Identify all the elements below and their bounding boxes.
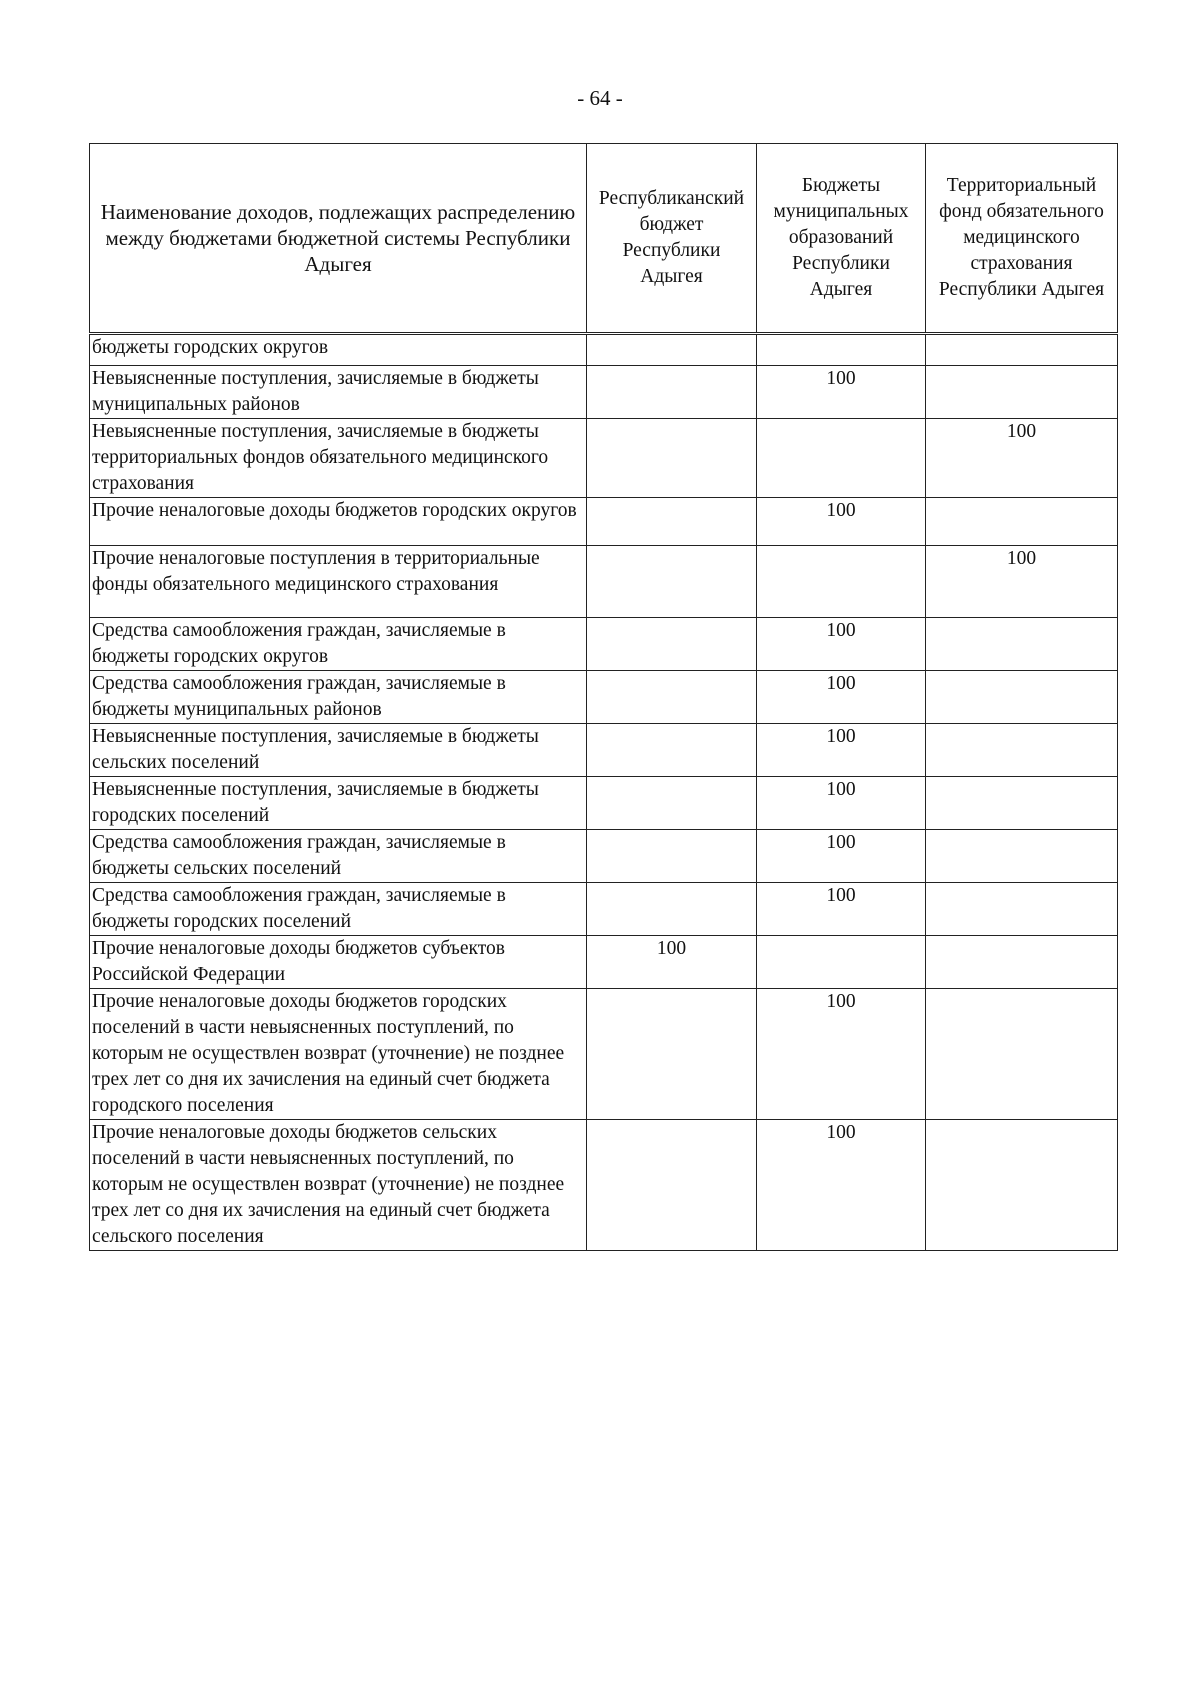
revenue-name-cell: Прочие неналоговые доходы бюджетов городских поселений в части невыясненных поступлений, по которым не осуществлен возврат (уточнение) не позднее трех лет со дня их зачисления на единый счет бюджета городского поселения: [90, 989, 587, 1120]
municipal-budgets-cell: 100: [757, 1120, 926, 1251]
municipal-budgets-cell: 100: [757, 830, 926, 883]
medical-fund-cell: [926, 936, 1118, 989]
municipal-budgets-cell: [757, 334, 926, 366]
table-row: [90, 546, 1118, 618]
revenue-name-cell: бюджеты городских округов: [90, 334, 587, 366]
medical-fund-cell: [926, 334, 1118, 366]
medical-fund-cell: 100: [926, 419, 1118, 498]
revenue-name-cell: Невыясненные поступления, зачисляемые в бюджеты городских поселений: [90, 777, 587, 830]
header-municipal-budgets: Бюджеты муниципальных образований Республики Адыгея: [757, 144, 926, 334]
medical-fund-cell: [926, 366, 1118, 419]
medical-fund-cell: 100: [926, 546, 1118, 618]
republic-budget-cell: [587, 883, 757, 936]
medical-fund-cell: [926, 989, 1118, 1120]
page-number: - 64 -: [577, 86, 623, 110]
republic-budget-cell: [587, 546, 757, 618]
table-row: [90, 777, 1118, 830]
table-header-row: [90, 144, 1118, 334]
republic-budget-cell: [587, 1120, 757, 1251]
municipal-budgets-cell: 100: [757, 724, 926, 777]
revenue-name-cell: Средства самообложения граждан, зачисляемые в бюджеты муниципальных районов: [90, 671, 587, 724]
republic-budget-cell: [587, 618, 757, 671]
revenue-name-cell: Невыясненные поступления, зачисляемые в бюджеты сельских поселений: [90, 724, 587, 777]
republic-budget-cell: [587, 724, 757, 777]
table-row: [90, 366, 1118, 419]
republic-budget-cell: [587, 334, 757, 366]
revenue-name-cell: Невыясненные поступления, зачисляемые в бюджеты территориальных фондов обязательного медицинского страхования: [90, 419, 587, 498]
medical-fund-cell: [926, 883, 1118, 936]
revenue-name-cell: Невыясненные поступления, зачисляемые в бюджеты муниципальных районов: [90, 366, 587, 419]
municipal-budgets-cell: [757, 936, 926, 989]
municipal-budgets-cell: 100: [757, 498, 926, 546]
header-republic-budget: Республиканский бюджет Республики Адыгея: [587, 144, 757, 334]
revenue-name-cell: Средства самообложения граждан, зачисляемые в бюджеты городских поселений: [90, 883, 587, 936]
municipal-budgets-cell: 100: [757, 366, 926, 419]
revenue-distribution-table: [89, 143, 1118, 1251]
municipal-budgets-cell: 100: [757, 883, 926, 936]
medical-fund-cell: [926, 777, 1118, 830]
table-row: [90, 498, 1118, 546]
table-row: [90, 989, 1118, 1120]
medical-fund-cell: [926, 671, 1118, 724]
medical-fund-cell: [926, 830, 1118, 883]
revenue-name-cell: Прочие неналоговые доходы бюджетов сельских поселений в части невыясненных поступлений, по которым не осуществлен возврат (уточнение) не позднее трех лет со дня их зачисления на единый счет бюджета сельского поселения: [90, 1120, 587, 1251]
municipal-budgets-cell: 100: [757, 671, 926, 724]
medical-fund-cell: [926, 1120, 1118, 1251]
medical-fund-cell: [926, 498, 1118, 546]
table-row: [90, 724, 1118, 777]
revenue-name-cell: Прочие неналоговые доходы бюджетов городских округов: [90, 498, 587, 546]
header-medical-insurance-fund: Территориальный фонд обязательного медицинского страхования Республики Адыгея: [926, 144, 1118, 334]
republic-budget-cell: [587, 830, 757, 883]
republic-budget-cell: [587, 419, 757, 498]
revenue-name-cell: Прочие неналоговые доходы бюджетов субъектов Российской Федерации: [90, 936, 587, 989]
medical-fund-cell: [926, 618, 1118, 671]
republic-budget-cell: [587, 366, 757, 419]
municipal-budgets-cell: 100: [757, 777, 926, 830]
municipal-budgets-cell: [757, 546, 926, 618]
table-row: [90, 671, 1118, 724]
republic-budget-cell: [587, 498, 757, 546]
republic-budget-cell: [587, 777, 757, 830]
republic-budget-cell: 100: [587, 936, 757, 989]
municipal-budgets-cell: [757, 419, 926, 498]
header-revenue-name: Наименование доходов, подлежащих распределению между бюджетами бюджетной системы Республики Адыгея: [90, 144, 587, 334]
revenue-name-cell: Прочие неналоговые поступления в территориальные фонды обязательного медицинского страхования: [90, 546, 587, 618]
republic-budget-cell: [587, 989, 757, 1120]
republic-budget-cell: [587, 671, 757, 724]
table-row: [90, 830, 1118, 883]
revenue-name-cell: Средства самообложения граждан, зачисляемые в бюджеты городских округов: [90, 618, 587, 671]
revenue-name-cell: Средства самообложения граждан, зачисляемые в бюджеты сельских поселений: [90, 830, 587, 883]
table-row: [90, 936, 1118, 989]
table-row: [90, 1120, 1118, 1251]
table-row: [90, 883, 1118, 936]
municipal-budgets-cell: 100: [757, 989, 926, 1120]
table-row: [90, 334, 1118, 366]
municipal-budgets-cell: 100: [757, 618, 926, 671]
table-row: [90, 419, 1118, 498]
table-row: [90, 618, 1118, 671]
medical-fund-cell: [926, 724, 1118, 777]
